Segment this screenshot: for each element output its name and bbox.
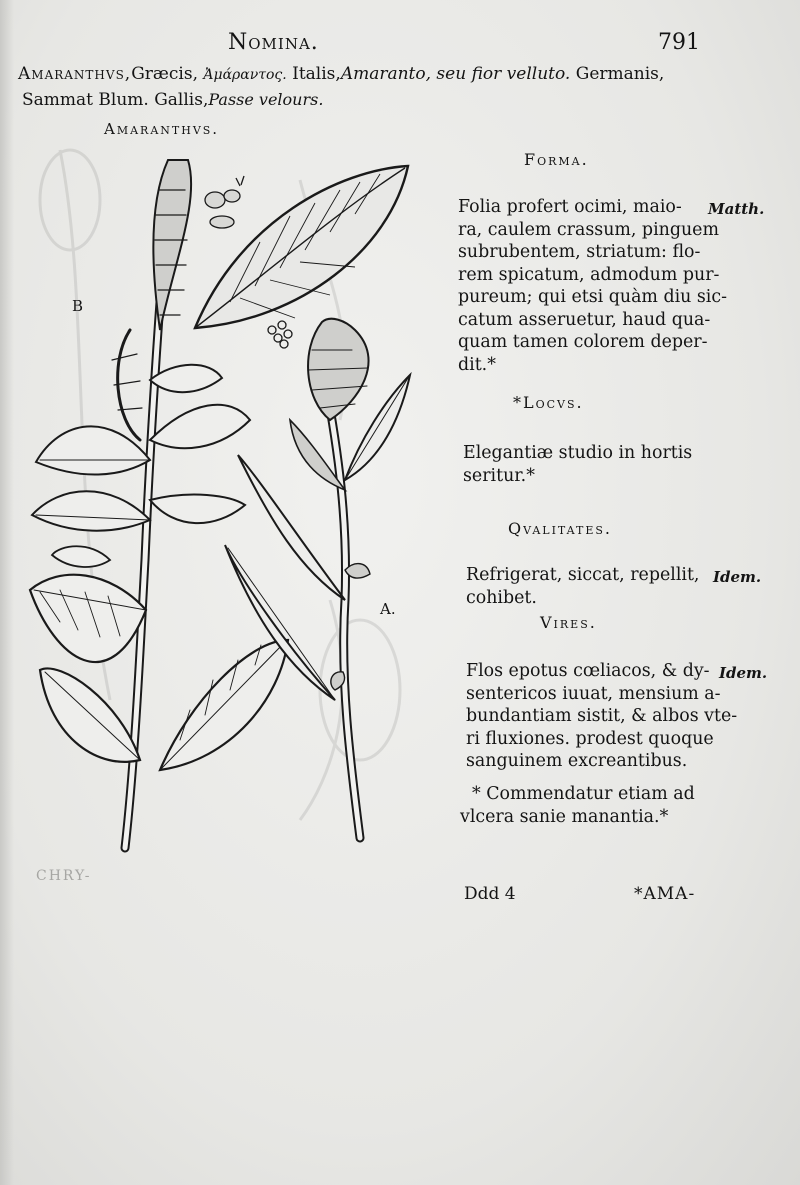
text-line: cohibet. [466,587,537,608]
plant-name-latin: Amaranthvs, [18,64,132,84]
text-line: seritur.* [463,465,535,486]
plant-name-italian: Amaranto, seu fior velluto. [340,64,571,84]
forma-text [458,196,727,376]
additional-text [460,783,695,828]
text-line: Elegantiæ studio in hortis [463,443,693,463]
catchword: *AMA- [634,884,696,904]
text-line: quam tamen colorem deper- [458,332,708,352]
qualitates-text [466,564,699,609]
text-line: catum asseruetur, haud qua- [458,309,711,330]
figure-label-b: B [72,297,84,315]
text-line: ra, caulem crassum, pinguem [458,219,719,240]
text-line: Folia profert ocimi, maio- [458,197,682,217]
section-heading-vires: Vires. [540,613,597,632]
text-line: sentericos iuuat, mensium a- [466,683,721,704]
text-line: pureum; qui etsi quàm diu sic- [458,287,727,307]
label-italis: Italis, [292,64,341,84]
plant-a [225,319,410,838]
locus-text [463,442,692,487]
margin-note-idem-2: Idem. [719,664,768,682]
page-number: 791 [658,30,700,55]
text-line: subrubentem, striatum: flo- [458,242,701,262]
text-line: ri fluxiones. prodest quoque [466,728,714,749]
text-line: dit.* [458,354,496,375]
text-line: rem spicatum, admodum pur- [458,264,720,285]
margin-note-idem-1: Idem. [713,568,762,586]
vires-text [466,660,737,773]
text-line: sanguinem excreantibus. [466,751,688,771]
section-heading-qualitates: Qvalitates. [508,519,612,538]
label-gallis: Gallis, [154,90,209,110]
text-line: bundantiam sistit, & albos vte- [466,706,738,726]
plant-name-french: Passe velours. [208,90,324,109]
plant-name-greek: Ἀμάραντος. [203,67,287,83]
margin-note-matth: Matth. [708,200,765,218]
text-line: Refrigerat, siccat, repellit, [466,565,700,585]
label-graecis: Græcis, [131,64,198,84]
figure-label-a: A. [380,600,396,618]
running-head: Nomina. [228,30,319,55]
show-through-text: CHRY- [36,868,92,884]
text-line: Flos epotus cœliacos, & dy- [466,661,710,681]
plant-name-german: Sammat Blum. [22,90,149,110]
section-heading-locus: *Locvs. [513,393,584,412]
text-line: * Commendatur etiam ad [472,784,695,804]
figure-title: Amaranthvs. [104,120,220,138]
label-germanis: Germanis, [575,64,665,84]
signature-mark: Ddd 4 [464,884,516,904]
text-line: vlcera sanie manantia.* [460,806,669,827]
section-heading-forma: Forma. [524,150,589,169]
